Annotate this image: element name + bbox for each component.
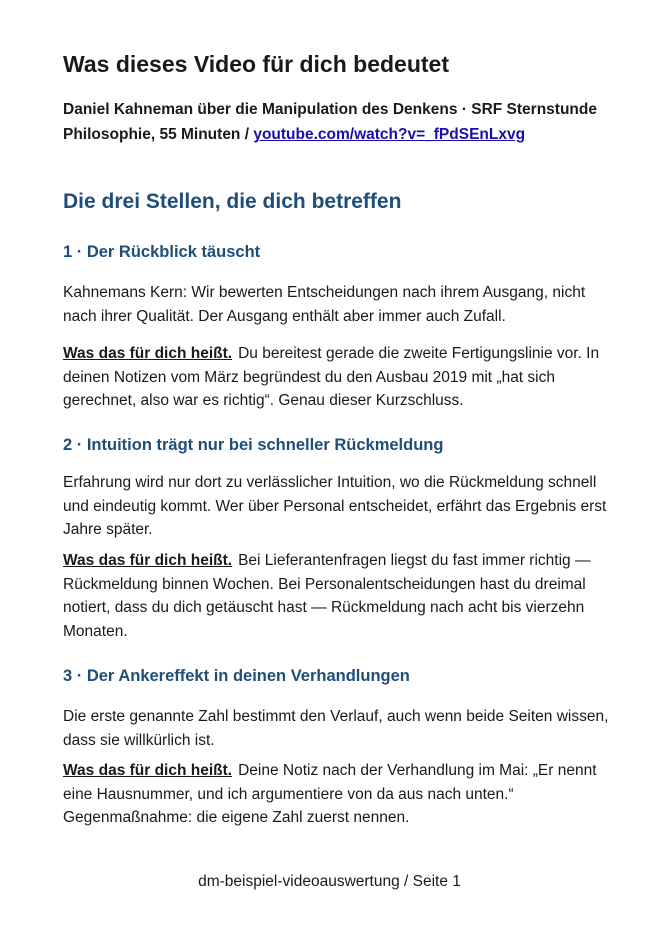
point-3-lead: Was das für dich heißt. [63, 762, 233, 779]
point-2-body: Erfahrung wird nur dort zu verlässlicher Intuition, wo die Rückmeldung schnell und eindeutig kommt. Wer über Personal entscheidet, erfährt das Ergebnis erst Jahre später. [63, 474, 607, 538]
video-info-text: Daniel Kahneman über die Manipulation des Denkens · SRF Sternstunde Philosophie, 55 Minuten / [63, 101, 597, 143]
video-link[interactable]: youtube.com/watch?v=_fPdSEnLxvg [253, 126, 526, 143]
point-2-lead: Was das für dich heißt. [63, 552, 233, 569]
page-footer: dm-beispiel-videoauswertung / Seite 1 [198, 873, 461, 890]
point-1-meaning-text: Du bereitest gerade die zweite Fertigungslinie vor. In deinen Notizen vom März begründest du den Ausbau 2019 mit „hat sich gerechnet, also war es richtig“. Genau dieser Kurzschluss. [63, 345, 600, 409]
video-info [63, 97, 619, 147]
page-title: Was dieses Video für dich bedeutet [63, 51, 449, 77]
point-1-heading: 1 · Der Rückblick täuscht [63, 243, 261, 261]
point-2-meaning [63, 549, 619, 643]
point-3-heading: 3 · Der Ankereffekt in deinen Verhandlungen [63, 667, 410, 685]
point-2-heading: 2 · Intuition trägt nur bei schneller Rückmeldung [63, 436, 444, 454]
section-heading: Die drei Stellen, die dich betreffen [63, 190, 402, 213]
point-1-body: Kahnemans Kern: Wir bewerten Entscheidungen nach ihrem Ausgang, nicht nach ihrer Qualität. Der Ausgang enthält aber immer auch Zufall. [63, 284, 586, 325]
point-2-meaning-text: Bei Lieferantenfragen liegst du fast immer richtig — Rückmeldung binnen Wochen. Bei Personalentscheidungen hast du dreimal notiert, dass du dich getäuscht hast — Rückmeldung nach acht bis vierzehn Monaten. [63, 552, 591, 640]
point-3-body: Die erste genannte Zahl bestimmt den Verlauf, auch wenn beide Seiten wissen, dass sie willkürlich ist. [63, 708, 609, 749]
point-3-meaning [63, 759, 619, 830]
point-1-meaning [63, 342, 619, 413]
point-1-lead: Was das für dich heißt. [63, 345, 233, 362]
point-3-meaning-text: Deine Notiz nach der Verhandlung im Mai: „Er nennt eine Hausnummer, und ich argumentiere von da aus nach unten.“ Gegenmaßnahme: die eigene Zahl zuerst nennen. [63, 762, 597, 826]
